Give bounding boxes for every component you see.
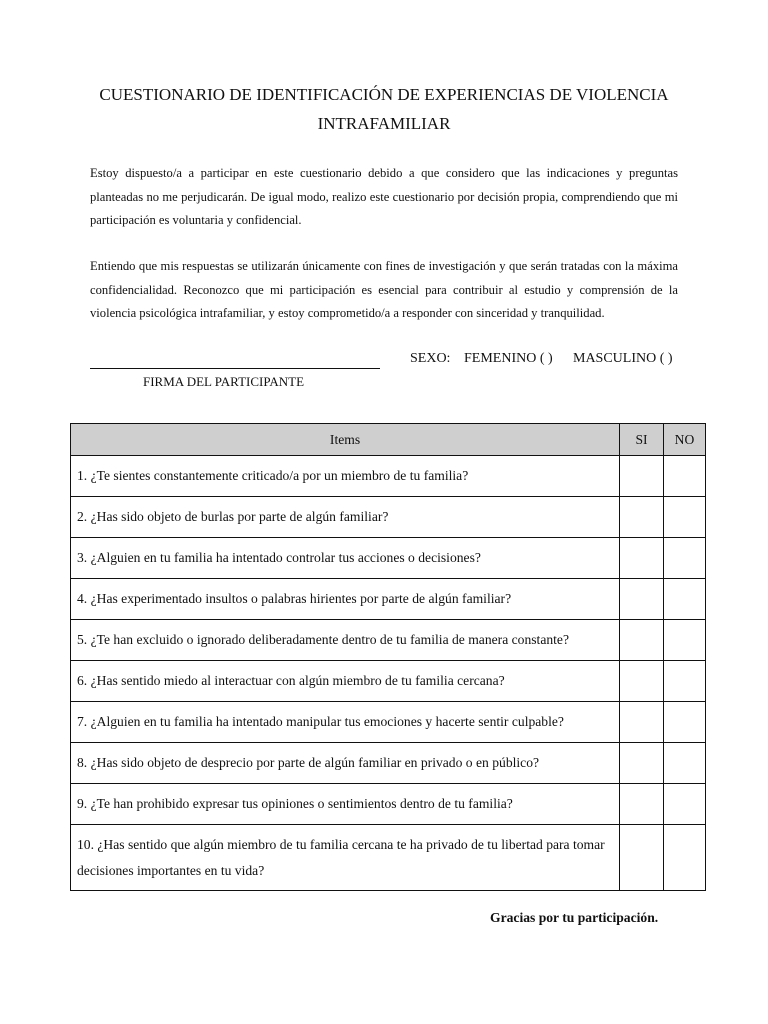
answer-no-cell[interactable] [664,538,706,579]
answer-no-cell[interactable] [664,702,706,743]
answer-si-cell[interactable] [620,784,664,825]
document-title: CUESTIONARIO DE IDENTIFICACIÓN DE EXPERIENCIAS DE VIOLENCIA INTRAFAMILIAR [99,85,669,133]
consent-paragraph-1: Estoy dispuesto/a a participar en este cuestionario debido a que considero que las indicaciones y preguntas planteadas no me perjudicarán. De igual modo, realizo este cuestionario por decisión propia, comprendiendo que mi participación es voluntaria y confidencial. [90,166,678,227]
sex-option-male[interactable]: MASCULINO ( ) [573,351,673,366]
answer-si-cell[interactable] [620,661,664,702]
answer-si-cell[interactable] [620,456,664,497]
sex-label: SEXO: [410,351,451,366]
question-text: 7. ¿Alguien en tu familia ha intentado manipular tus emociones y hacerte sentir culpable? [71,702,620,743]
header-no: NO [664,424,706,456]
answer-no-cell[interactable] [664,743,706,784]
answer-no-cell[interactable] [664,661,706,702]
answer-no-cell[interactable] [664,620,706,661]
table-row [71,538,706,579]
table-row [71,620,706,661]
table-row [71,743,706,784]
sex-option-female[interactable]: FEMENINO ( ) [464,351,553,366]
table-row [71,825,706,891]
header-si: SI [620,424,664,456]
answer-si-cell[interactable] [620,538,664,579]
answer-si-cell[interactable] [620,579,664,620]
table-row [71,497,706,538]
answer-si-cell[interactable] [620,702,664,743]
answer-si-cell[interactable] [620,620,664,661]
question-text: 9. ¿Te han prohibido expresar tus opiniones o sentimientos dentro de tu familia? [71,784,620,825]
question-text: 2. ¿Has sido objeto de burlas por parte de algún familiar? [71,497,620,538]
answer-si-cell[interactable] [620,497,664,538]
question-text: 6. ¿Has sentido miedo al interactuar con algún miembro de tu familia cercana? [71,661,620,702]
signature-caption: FIRMA DEL PARTICIPANTE [143,374,305,389]
table-row [71,579,706,620]
question-text: 3. ¿Alguien en tu familia ha intentado controlar tus acciones o decisiones? [71,538,620,579]
questionnaire-table [70,423,706,891]
header-items: Items [71,424,620,456]
table-row [71,784,706,825]
table-header-row [71,424,706,456]
answer-si-cell[interactable] [620,743,664,784]
table-row [71,702,706,743]
question-text: 4. ¿Has experimentado insultos o palabras hirientes por parte de algún familiar? [71,579,620,620]
answer-no-cell[interactable] [664,784,706,825]
answer-no-cell[interactable] [664,456,706,497]
answer-no-cell[interactable] [664,825,706,891]
question-text: 8. ¿Has sido objeto de desprecio por parte de algún familiar en privado o en público? [71,743,620,784]
answer-no-cell[interactable] [664,579,706,620]
table-row [71,661,706,702]
answer-si-cell[interactable] [620,825,664,891]
answer-no-cell[interactable] [664,497,706,538]
closing-thanks: Gracias por tu participación. [490,910,659,925]
question-text: 1. ¿Te sientes constantemente criticado/a por un miembro de tu familia? [71,456,620,497]
signature-line[interactable] [90,368,380,369]
question-text: 10. ¿Has sentido que algún miembro de tu familia cercana te ha privado de tu libertad para tomar decisiones importantes en tu vida? [71,825,620,891]
table-row [71,456,706,497]
question-text: 5. ¿Te han excluido o ignorado deliberadamente dentro de tu familia de manera constante? [71,620,620,661]
consent-paragraph-2: Entiendo que mis respuestas se utilizarán únicamente con fines de investigación y que serán tratadas con la máxima confidencialidad. Reconozco que mi participación es esencial para contribuir al estudio y comprensión de la violencia psicológica intrafamiliar, y estoy comprometido/a a responder con sinceridad y tranquilidad. [90,259,678,320]
